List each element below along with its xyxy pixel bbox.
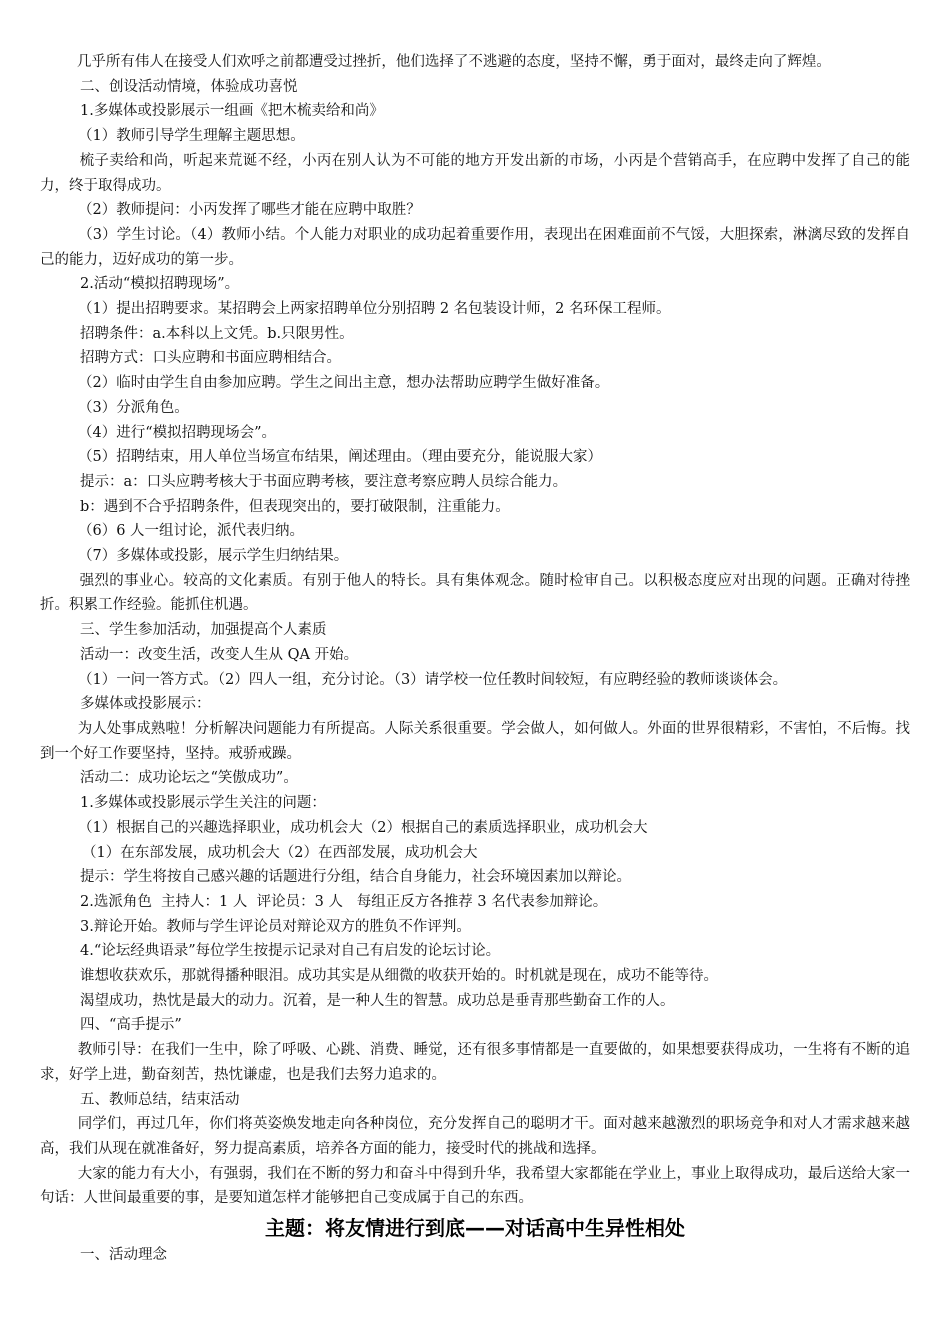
paragraph: 四、“高手提示” [80,1017,182,1034]
after-title-text [80,1243,910,1268]
paragraph: 2.选派角色 主持人：1 人 评论员：3 人 每组正反方各推荐 3 名代表参加辩论。 [80,893,608,910]
paragraph: （7）多媒体或投影，展示学生归纳结果。 [78,548,349,565]
paragraph: 提示：学生将按自己感兴趣的话题进行分组，结合自身能力，社会环境因素加以辩论。 [80,869,631,886]
paragraph: 大家的能力有大小，有强弱，我们在不断的努力和奋斗中得到升华，我希望大家都能在学业上，事业上取得成功，最后送给大家一句话：人世间最重要的事，是要知道怎样才能够把自己变成属于自己的东西。 [40,1165,910,1207]
paragraph: 渴望成功，热忱是最大的动力。沉着，是一种人生的智慧。成功总是垂青那些勤奋工作的人。 [80,992,675,1009]
paragraph: （3）分派角色。 [78,399,189,416]
paragraph: （1）教师引导学生理解主题思想。 [78,128,305,145]
paragraph: 教师引导：在我们一生中，除了呼吸、心跳、消费、睡觉，还有很多事情都是一直要做的，如果想要获得成功，一生将有不断的追求，好学上进，勤奋刻苦，热忱谦虚，也是我们去努力追求的。 [40,1042,910,1083]
paragraph: 强烈的事业心。较高的文化素质。有别于他人的特长。具有集体观念。随时检审自己。以积极态度应对出现的问题。正确对待挫折。积累工作经验。能抓住机遇。 [40,572,910,614]
paragraph: （3）学生讨论。（4）教师小结。个人能力对职业的成功起着重要作用，表现出在困难面前不气馁，大胆探索，淋漓尽致的发挥自己的能力，迈好成功的第一步。 [40,226,911,268]
paragraph: 三、学生参加活动，加强提高个人素质 [80,622,327,639]
paragraph: 提示：a：口头应聘考核大于书面应聘考核，要注意考察应聘人员综合能力。 [80,473,568,490]
paragraph: 多媒体或投影展示： [80,696,211,713]
paragraph: 二、创设活动情境，体验成功喜悦 [80,78,298,95]
paragraph: 五、教师总结，结束活动 [80,1091,240,1108]
paragraph: （4）进行“模拟招聘现场会”。 [78,424,277,441]
paragraph: 招聘方式：口头应聘和书面应聘相结合。 [80,350,341,367]
paragraph: 4.“论坛经典语录”每位学生按提示记录对自己有启发的论坛讨论。 [80,943,501,960]
paragraph: 谁想收获欢乐，那就得播种眼泪。成功其实是从细微的收获开始的。时机就是现在，成功不能等待。 [80,968,718,985]
section-title: 主题：将友情进行到底——对话高中生异性相处 [265,1216,685,1241]
paragraph: （1）一问一答方式。（2）四人一组，充分讨论。（3）请学校一位任教时间较短，有应聘经验的教师谈谈体会。 [78,671,788,688]
paragraph: 2.活动“模拟招聘现场”。 [80,276,240,293]
paragraph: （2）教师提问：小丙发挥了哪些才能在应聘中取胜？ [78,202,421,219]
paragraph: 梳子卖给和尚，听起来荒诞不经，小丙在别人认为不可能的地方开发出新的市场，小丙是个营销高手，在应聘中发挥了自己的能力，终于取得成功。 [40,152,910,194]
paragraph: （5）招聘结束，用人单位当场宣布结果，阐述理由。（理由要充分，能说服大家） [78,449,602,466]
paragraph: 一、活动理念 [80,1247,167,1264]
paragraph: 活动二：成功论坛之“笑傲成功”。 [80,770,298,787]
paragraph: 为人处事成熟啦！分析解决问题能力有所提高。人际关系很重要。学会做人，如何做人。外面的世界很精彩，不害怕，不后悔。找到一个好工作要坚持，坚持。戒骄戒躁。 [40,720,910,762]
paragraph: 活动一：改变生活，改变人生从 QA 开始。 [80,646,359,663]
paragraph: 同学们，再过几年，你们将英姿焕发地走向各种岗位，充分发挥自己的聪明才干。面对越来越激烈的职场竞争和对人才需求越来越高，我们从现在就准备好，努力提高素质，培养各方面的能力，接受时代的挑战和选择。 [40,1116,910,1157]
paragraph: 3.辩论开始。教师与学生评论员对辩论双方的胜负不作评判。 [80,918,471,935]
body-text [40,50,911,1211]
paragraph: （1）提出招聘要求。某招聘会上两家招聘单位分别招聘 2 名包装设计师，2 名环保工程师。 [78,301,671,318]
paragraph: （1）根据自己的兴趣选择职业，成功机会大（2）根据自己的素质选择职业，成功机会大 [78,819,648,836]
paragraph: （6）6 人一组讨论，派代表归纳。 [78,523,305,540]
paragraph: 1.多媒体或投影展示学生关注的问题： [80,795,326,812]
paragraph: 几乎所有伟人在接受人们欢呼之前都遭受过挫折，他们选择了不逃避的态度，坚持不懈，勇于面对，最终走向了辉煌。 [40,54,831,70]
paragraph: b：遇到不合乎招聘条件，但表现突出的，要打破限制，注重能力。 [80,498,510,515]
paragraph: （1）在东部发展，成功机会大（2）在西部发展，成功机会大 [82,844,478,861]
paragraph: 1.多媒体或投影展示一组画《把木梳卖给和尚》 [80,103,384,120]
paragraph: 招聘条件：a.本科以上文凭。b.只限男性。 [80,325,354,342]
paragraph: （2）临时由学生自由参加应聘。学生之间出主意，想办法帮助应聘学生做好准备。 [78,375,610,392]
